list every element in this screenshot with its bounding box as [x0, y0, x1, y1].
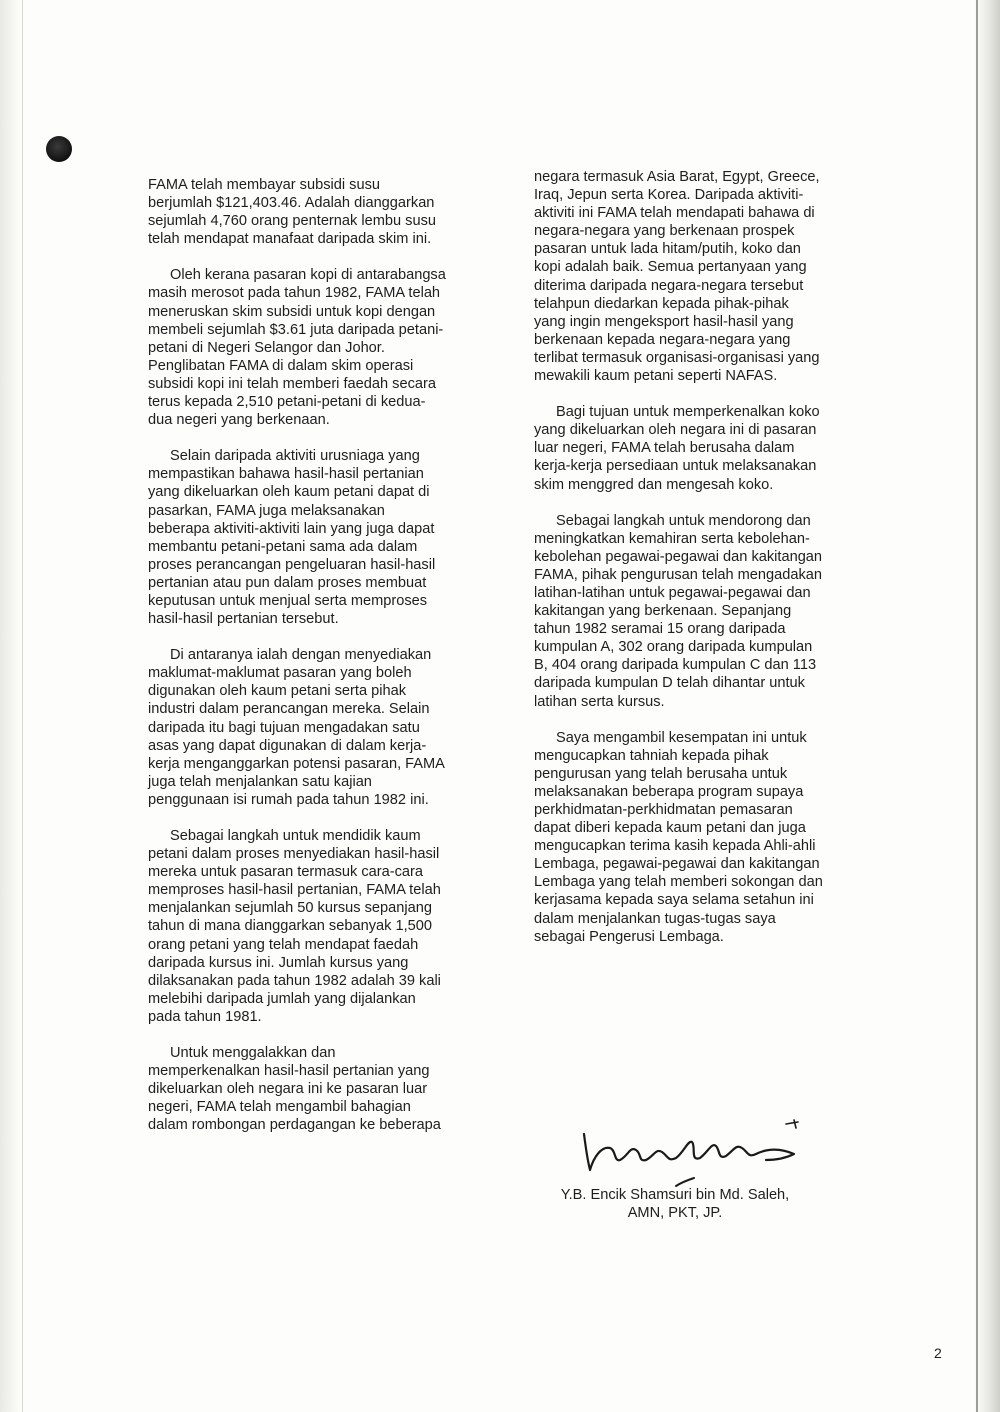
page-number: 2 — [934, 1345, 942, 1361]
paragraph-trade-missions: Untuk menggalakkan dan memperkenalkan hasil-hasil pertanian yang dikeluarkan oleh negara ini ke pasaran luar negeri, FAMA telah mengambil bahagian dalam rombongan perdagangan ke beberapa — [148, 1045, 441, 1134]
paragraph-export-prospects: negara termasuk Asia Barat, Egypt, Greece, Iraq, Jepun serta Korea. Daripada aktiviti-aktiviti ini FAMA telah mendapati bahawa di negara-negara yang berkenaan prospek pasaran untuk lada hitam/putih, koko dan kopi adalah baik. Semua pertanyaan yang diterima daripada negara-negara tersebut telahpun diedarkan kepada pihak-pihak yang ingin mengeksport hasil-hasil yang berkenaan kepada negara-negara yang terlibat termasuk organisasi-organisasi yang mewakili kaum petani seperti NAFAS. — [534, 169, 820, 385]
paragraph-market-information: Di antaranya ialah dengan menyediakan maklumat-maklumat pasaran yang boleh digunakan oleh kaum petani serta pihak industri dalam perancangan mereka. Selain daripada itu bagi tujuan mengadakan satu asas yang dapat digunakan di dalam kerja-kerja menganggarkan potensi pasaran, FAMA juga telah menjalankan satu kajian penggunaan isi rumah pada tahun 1982 ini. — [148, 647, 445, 808]
paragraph-coffee-subsidy: Oleh kerana pasaran kopi di antarabangsa masih merosot pada tahun 1982, FAMA telah meneruskan skim subsidi untuk kopi dengan membeli sejumlah $3.61 juta daripada petani-petani di Negeri Selangor dan Johor. Penglibatan FAMA di dalam skim operasi subsidi kopi ini telah memberi faedah secara terus kepada 2,510 petani-petani di kedua-dua negeri yang berkenaan. — [148, 267, 446, 429]
left-column — [148, 176, 448, 1153]
signatory-name: Y.B. Encik Shamsuri bin Md. Saleh, — [560, 1187, 790, 1203]
punch-hole — [46, 136, 72, 162]
signatory-block — [540, 1186, 810, 1222]
paragraph-cocoa-grading: Bagi tujuan untuk memperkenalkan koko yang dikeluarkan oleh negara ini di pasaran luar negeri, FAMA telah berusaha dalam kerja-kerja persediaan untuk melaksanakan skim menggred dan mengesah koko. — [534, 404, 820, 493]
paragraph-milk-subsidy: FAMA telah membayar subsidi susu berjumlah $121,403.46. Adalah dianggarkan sejumlah 4,760 orang penternak lembu susu telah mendapat manafaat daripada skim ini. — [148, 177, 437, 248]
paragraph-staff-training: Sebagai langkah untuk mendorong dan meningkatkan kemahiran serta kebolehan-kebolehan pegawai-pegawai dan kakitangan FAMA, pihak pengurusan telah mengadakan latihan-latihan untuk pegawai-pegawai dan kakitangan yang berkenaan. Sepanjang tahun 1982 seramai 15 orang daripada kumpulan A, 302 orang daripada kumpulan B, 404 orang daripada kumpulan C dan 113 daripada kumpulan D telah dihantar untuk latihan serta kursus. — [534, 512, 823, 710]
paragraph-acknowledgements: Saya mengambil kesempatan ini untuk mengucapkan tahniah kepada pihak pengurusan yang telah berusaha untuk melaksanakan beberapa program supaya perkhidmatan-perkhidmatan pemasaran dapat diberi kepada kaum petani dan juga mengucapkan terima kasih kepada Ahli-ahli Lembaga, pegawai-pegawai dan kakitangan Lembaga yang telah memberi sokongan dan kerjasama kepada saya selama setahun ini dalam menjalankan tugas-tugas saya sebagai Pengerusi Lembaga. — [534, 729, 823, 945]
paragraph-farmer-courses: Sebagai langkah untuk mendidik kaum petani dalam proses menyediakan hasil-hasil mereka untuk pasaran termasuk cara-cara memproses hasil-hasil pertanian, FAMA telah menjalankan sejumlah 50 kursus sepanjang tahun di mana dianggarkan sebanyak 1,500 orang petani yang telah mendapat faedah daripada kursus ini. Jumlah kursus yang dilaksanakan pada tahun 1982 adalah 39 kali melebihi daripada jumlah yang dijalankan pada tahun 1981. — [148, 828, 441, 1025]
signature-image — [576, 1112, 816, 1192]
right-column — [534, 168, 824, 964]
signatory-titles: AMN, PKT, JP. — [627, 1205, 723, 1222]
page-right-border — [976, 0, 978, 1412]
page-left-edge — [0, 0, 23, 1412]
paragraph-other-activities: Selain daripada aktiviti urusniaga yang mempastikan bahawa hasil-hasil pertanian yang dikeluarkan oleh kaum petani dapat di pasarkan, FAMA juga melaksanakan beberapa aktiviti-aktiviti lain yang juga dapat membantu petani-petani sama ada dalam proses perancangan pengeluaran hasil-hasil pertanian atau pun dalam proses membuat keputusan untuk menjual serta memproses hasil-hasil pertanian tersebut. — [148, 448, 436, 628]
